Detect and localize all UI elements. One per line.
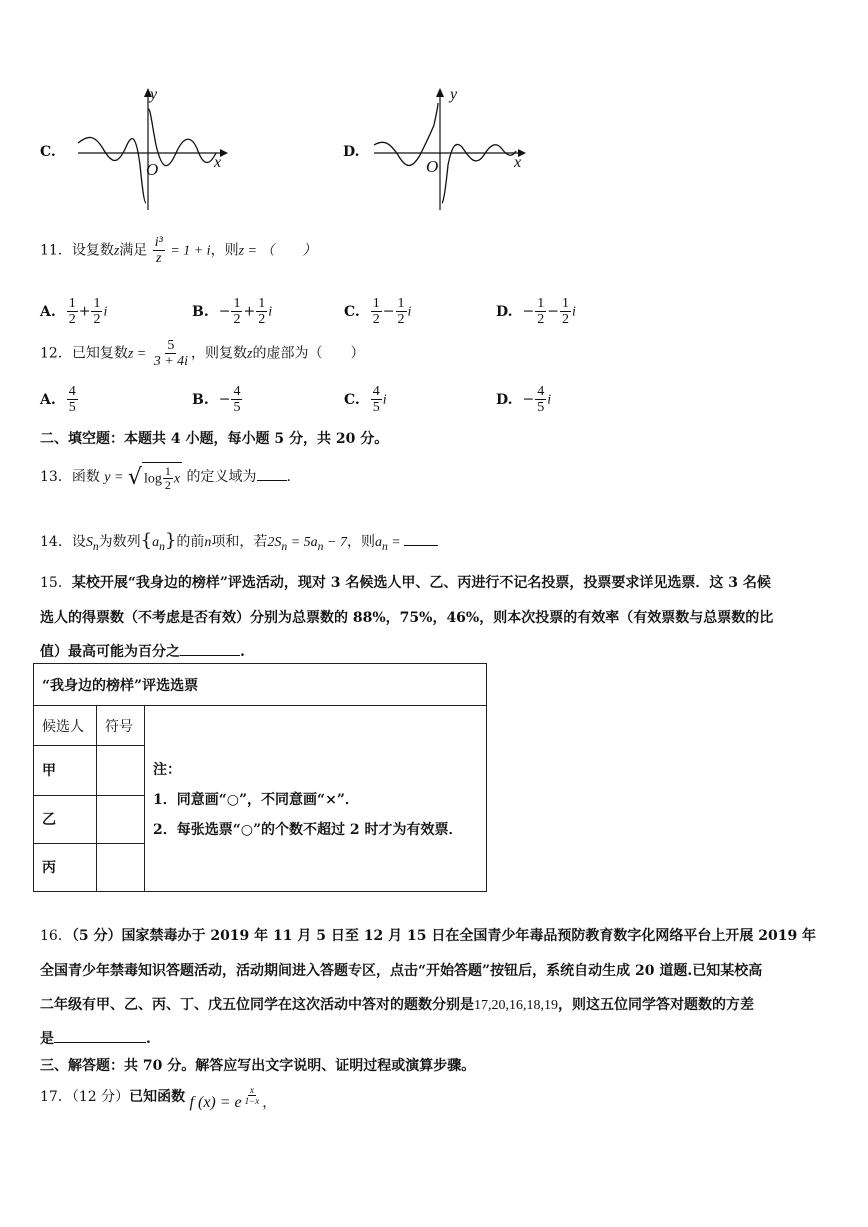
graph-c-label: C.	[40, 144, 56, 160]
question-12: 12．已知复数z = $\frac{5}{3 + 4i}$ ，则复数z的虚部为（ ）	[40, 338, 365, 369]
question-14: 14．设$S_n$为数列$\{a_n\}$的前n项和，若$2S_n = 5a_n - 7$，则$a_n$ =	[40, 530, 438, 553]
graph-c-x-label: x	[214, 154, 222, 171]
q12-fraction: $\frac{5}{3 + 4i}$	[153, 338, 189, 369]
ballot-col-symbol: 符号	[97, 706, 145, 746]
question-15-line2: 选人的得票数（不考虑是否有效）分别为总票数的 88%，75%，46%，则本次投票的有效率（有效票数与总票数的比	[40, 610, 774, 626]
question-15-line3: 值）最高可能为百分之 .	[40, 644, 245, 660]
question-15-line1: 15．某校开展“我身边的榜样”评选活动，现对 3 名候选人甲、乙、丙进行不记名投票，投票要求详见选票．这 3 名候	[40, 575, 771, 591]
q12-option-d[interactable]: D. − $\frac{4}{5}$ i	[496, 384, 552, 415]
question-16-line4: 是 .	[40, 1031, 151, 1047]
ballot-symbol-cell-3[interactable]	[97, 843, 145, 891]
ballot-col-candidate: 候选人	[34, 706, 97, 746]
question-17: 17．（12 分）已知函数 f (x) = e $\frac{x}{1-x}$ ，	[40, 1085, 277, 1111]
ballot-notes: 注： 1．同意画“○”，不同意画“×”． 2．每张选票“○”的个数不超过 2 时才为有效票．	[145, 706, 487, 892]
question-16-line2: 全国青少年禁毒知识答题活动，活动期间进入答题专区，点击“开始答题”按钮后，系统自动生成 20 道题.已知某校高	[40, 963, 763, 979]
graph-c-y-label: y	[150, 86, 158, 103]
ballot-candidate-1: 甲	[34, 746, 97, 795]
graph-d	[370, 85, 530, 215]
q11-option-b[interactable]: B. − $\frac{1}{2}$ + $\frac{1}{2}$ i	[192, 296, 273, 327]
question-16-line1: 16．（5 分）国家禁毒办于 2019 年 11 月 5 日至 12 月 15 日在全国青少年毒品预防教育数字化网络平台上开展 2019 年	[40, 928, 817, 944]
question-16-line3: 二年级有甲、乙、丙、丁、戊五位同学在这次活动中答对的题数分别是17,20,16,18,19，则这五位同学答对题数的方差	[40, 997, 754, 1013]
graph-c	[70, 85, 230, 215]
q12-option-b[interactable]: B. − $\frac{4}{5}$	[192, 384, 241, 415]
ballot-table	[33, 663, 487, 892]
graph-c-origin: O	[146, 160, 159, 179]
graph-d-label: D.	[343, 144, 360, 160]
q11-option-c[interactable]: C. $\frac{1}{2}$ − $\frac{1}{2}$ i	[344, 296, 412, 327]
ballot-title: “我身边的榜样”评选选票	[34, 664, 487, 706]
graph-d-x-label: x	[514, 154, 522, 171]
ballot-candidate-2: 乙	[34, 795, 97, 843]
ballot-symbol-cell-1[interactable]	[97, 746, 145, 795]
q12-option-a[interactable]: A. $\frac{4}{5}$	[40, 384, 76, 415]
ballot-candidate-3: 丙	[34, 843, 97, 891]
graph-d-origin: O	[426, 157, 439, 176]
section-3-heading: 三、解答题：共 70 分。解答应写出文字说明、证明过程或演算步骤。	[40, 1058, 476, 1074]
q12-option-c[interactable]: C. $\frac{4}{5}$ i	[344, 384, 387, 415]
q11-option-a[interactable]: A. $\frac{1}{2}$ + $\frac{1}{2}$ i	[40, 296, 108, 327]
question-13: 13．函数 y = √ log $\frac{1}{2}$ x 的定义域为 .	[40, 464, 291, 492]
ballot-symbol-cell-2[interactable]	[97, 795, 145, 843]
q11-option-d[interactable]: D. − $\frac{1}{2}$ − $\frac{1}{2}$ i	[496, 296, 576, 327]
section-2-heading: 二、填空题：本题共 4 小题，每小题 5 分，共 20 分。	[40, 431, 389, 447]
question-11: 11．设复数z满足 $\frac{\text{i³}}{z}$ = 1 + i，则z = （ ）	[40, 235, 317, 266]
q11-fraction: $\frac{\text{i³}}{z}$	[154, 235, 163, 266]
graph-d-y-label: y	[450, 86, 458, 103]
